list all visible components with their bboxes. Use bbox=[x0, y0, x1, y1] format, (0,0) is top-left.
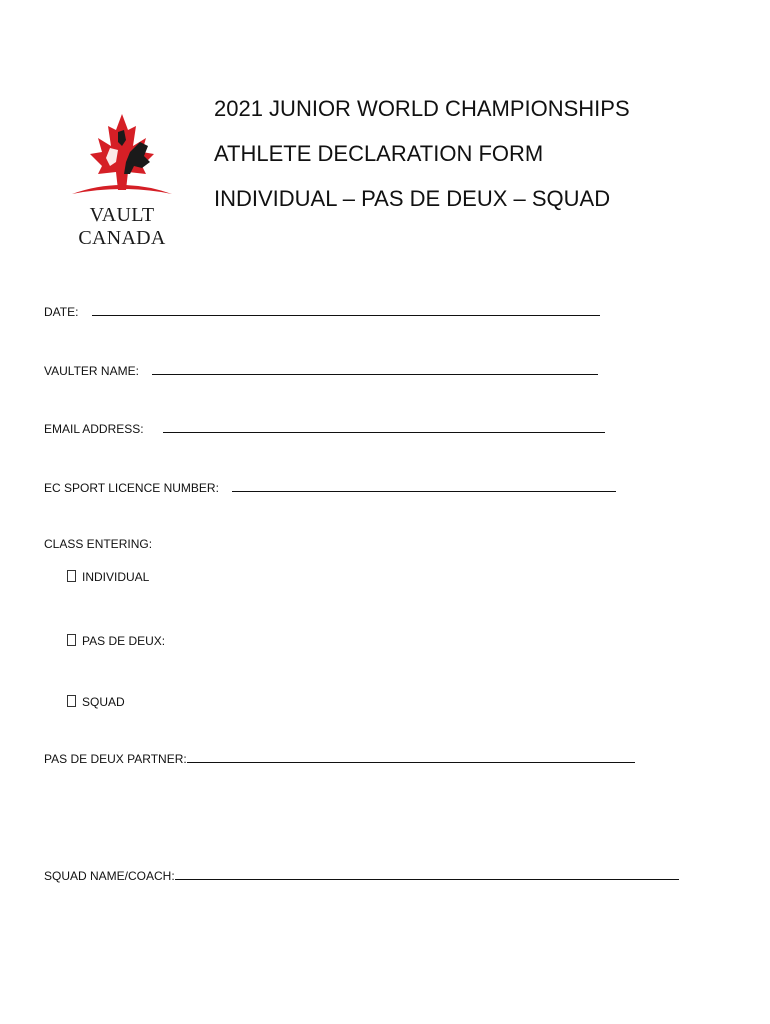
form-title-line-1: 2021 JUNIOR WORLD CHAMPIONSHIPS bbox=[214, 96, 630, 121]
squad-label: SQUAD bbox=[82, 695, 125, 709]
squad-coach-label: SQUAD NAME/COACH: bbox=[44, 869, 175, 883]
option-individual[interactable] bbox=[67, 570, 149, 584]
squad-coach-input-line[interactable] bbox=[175, 869, 679, 880]
pas-de-deux-checkbox[interactable] bbox=[67, 634, 76, 646]
partner-field bbox=[44, 752, 635, 766]
form-title-line-3: INDIVIDUAL – PAS DE DEUX – SQUAD bbox=[214, 186, 611, 211]
vaulter-name-label: VAULTER NAME: bbox=[44, 364, 139, 378]
date-input-line[interactable] bbox=[92, 305, 600, 316]
maple-leaf-vaulter-icon bbox=[70, 112, 174, 202]
individual-checkbox[interactable] bbox=[67, 570, 76, 582]
squad-coach-field bbox=[44, 869, 679, 883]
licence-input-line[interactable] bbox=[232, 481, 616, 492]
option-pas-de-deux[interactable] bbox=[67, 634, 165, 648]
email-label: EMAIL ADDRESS: bbox=[44, 422, 144, 436]
squad-checkbox[interactable] bbox=[67, 695, 76, 707]
email-field bbox=[44, 422, 605, 436]
class-entering-label: CLASS ENTERING: bbox=[44, 537, 153, 551]
partner-label: PAS DE DEUX PARTNER: bbox=[44, 752, 187, 766]
vaulter-name-input-line[interactable] bbox=[152, 364, 598, 375]
email-input-line[interactable] bbox=[163, 422, 605, 433]
form-title-line-2: ATHLETE DECLARATION FORM bbox=[214, 141, 544, 166]
date-field bbox=[44, 305, 600, 319]
pas-de-deux-label: PAS DE DEUX: bbox=[82, 634, 166, 648]
option-squad[interactable] bbox=[67, 695, 125, 709]
date-label: DATE: bbox=[44, 305, 79, 319]
vault-canada-logo bbox=[54, 112, 190, 249]
licence-field bbox=[44, 481, 616, 495]
licence-label: EC SPORT LICENCE NUMBER: bbox=[44, 481, 219, 495]
logo-text: VAULT CANADA bbox=[78, 204, 166, 249]
vaulter-name-field bbox=[44, 364, 598, 378]
individual-label: INDIVIDUAL bbox=[82, 570, 150, 584]
partner-input-line[interactable] bbox=[187, 752, 635, 763]
